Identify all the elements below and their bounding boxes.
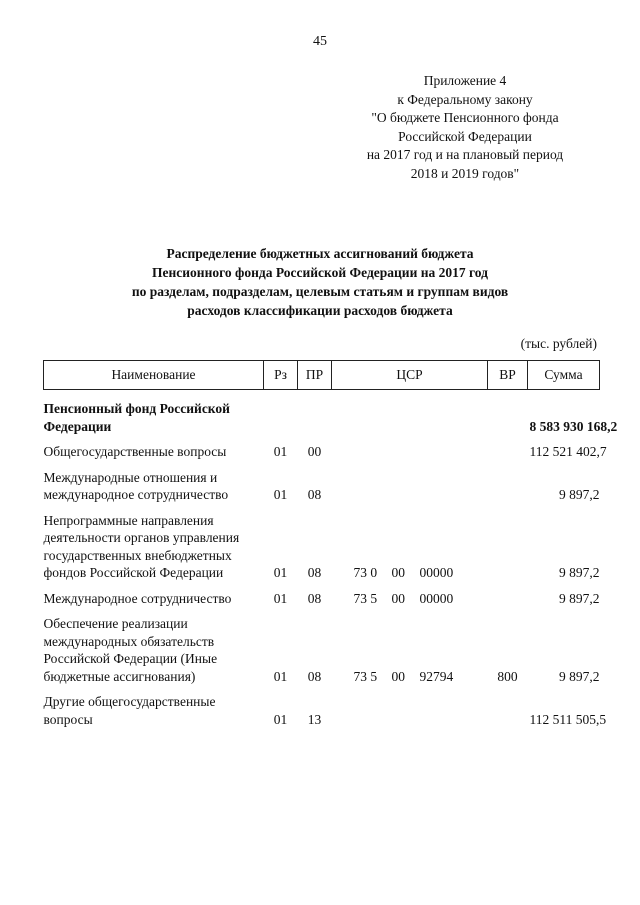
header-vr: ВР	[488, 361, 528, 390]
row-rz: 01	[273, 565, 288, 580]
row-sum: 9 897,2	[559, 565, 600, 580]
row-csr-program: 73 5	[353, 590, 378, 606]
table-row	[44, 615, 600, 693]
header-rz: Рз	[264, 361, 298, 390]
units-label: (тыс. рублей)	[520, 336, 597, 351]
row-rz: 01	[273, 668, 288, 684]
row-csr-program: 73 0	[353, 565, 378, 580]
row-rz: 01	[273, 711, 288, 727]
row-vr	[488, 512, 528, 590]
row-rz: 01	[273, 487, 288, 502]
row-vr	[488, 469, 528, 512]
table-header-row	[44, 361, 600, 390]
row-pr: 08	[307, 487, 322, 502]
header-csr: ЦСР	[332, 361, 488, 390]
row-csr	[332, 615, 488, 693]
row-csr-direction: 00000	[419, 565, 454, 580]
row-sum: 9 897,2	[559, 590, 600, 606]
row-rz: 01	[273, 590, 288, 606]
row-csr-program: 73 5	[353, 668, 378, 684]
row-rz	[264, 400, 298, 443]
title-line: Пенсионного фонда Российской Федерации на 2017 год	[152, 265, 488, 280]
row-csr-subprogram: 00	[391, 565, 405, 580]
row-rz: 01	[273, 444, 288, 459]
row-csr	[332, 400, 488, 443]
table-row	[44, 693, 600, 736]
title-line: по разделам, подразделам, целевым статьям и группам видов	[131, 284, 509, 299]
row-name: Непрограммные направления деятельности органов управления государственных внебюджетных фондов Российской Федерации	[43, 512, 240, 580]
row-sum: 8 583 930 168,2	[529, 418, 618, 434]
header-pr: ПР	[298, 361, 332, 390]
appendix-line: на 2017 год и на плановый период	[366, 147, 564, 162]
document-title	[60, 244, 580, 320]
appendix-reference	[330, 72, 600, 183]
row-csr	[332, 469, 488, 512]
row-name: Международные отношения и международное сотрудничество	[43, 469, 229, 502]
row-name: Пенсионный фонд Российской Федерации	[43, 401, 230, 434]
table-row	[44, 443, 600, 469]
row-sum: 9 897,2	[559, 487, 600, 502]
row-vr	[488, 590, 528, 616]
table-row	[44, 512, 600, 590]
row-csr-direction: 92794	[419, 668, 454, 684]
header-name: Наименование	[44, 361, 264, 390]
title-line: Распределение бюджетных ассигнований бюджета	[166, 246, 474, 261]
row-sum: 112 511 505,5	[529, 711, 607, 727]
row-vr	[488, 443, 528, 469]
table-row	[44, 469, 600, 512]
table-row	[44, 400, 600, 443]
row-csr	[332, 590, 488, 616]
row-csr	[332, 693, 488, 736]
row-name: Общегосударственные вопросы	[43, 444, 227, 459]
row-csr-subprogram: 00	[391, 668, 405, 684]
budget-table	[43, 360, 618, 736]
row-csr-direction: 00000	[419, 590, 454, 606]
appendix-line: к Федеральному закону	[397, 91, 533, 107]
row-vr: 800	[497, 668, 518, 684]
appendix-line: 2018 и 2019 годов"	[410, 165, 520, 181]
row-pr: 08	[307, 668, 322, 684]
row-pr: 00	[307, 444, 322, 459]
header-sum: Сумма	[528, 361, 600, 390]
row-csr	[332, 443, 488, 469]
row-name: Другие общегосударственные вопросы	[43, 694, 216, 727]
row-pr: 13	[307, 711, 322, 727]
row-sum: 112 521 402,7	[529, 444, 607, 459]
row-pr: 08	[307, 590, 322, 606]
row-vr	[488, 693, 528, 736]
row-name: Обеспечение реализации международных обязательств Российской Федерации (Иные бюджетные ассигнования)	[43, 616, 218, 684]
row-vr	[488, 400, 528, 443]
row-sum: 9 897,2	[559, 668, 600, 684]
row-name: Международное сотрудничество	[43, 590, 232, 606]
appendix-line: "О бюджете Пенсионного фонда	[371, 110, 559, 125]
table-row	[44, 590, 600, 616]
row-pr: 08	[307, 565, 322, 580]
appendix-line: Российской Федерации	[398, 128, 532, 144]
appendix-line: Приложение 4	[423, 73, 507, 88]
row-pr	[298, 400, 332, 443]
row-csr	[332, 512, 488, 590]
row-csr-subprogram: 00	[391, 590, 405, 606]
title-line: расходов классификации расходов бюджета	[187, 303, 453, 318]
page-number: 45	[313, 34, 327, 49]
